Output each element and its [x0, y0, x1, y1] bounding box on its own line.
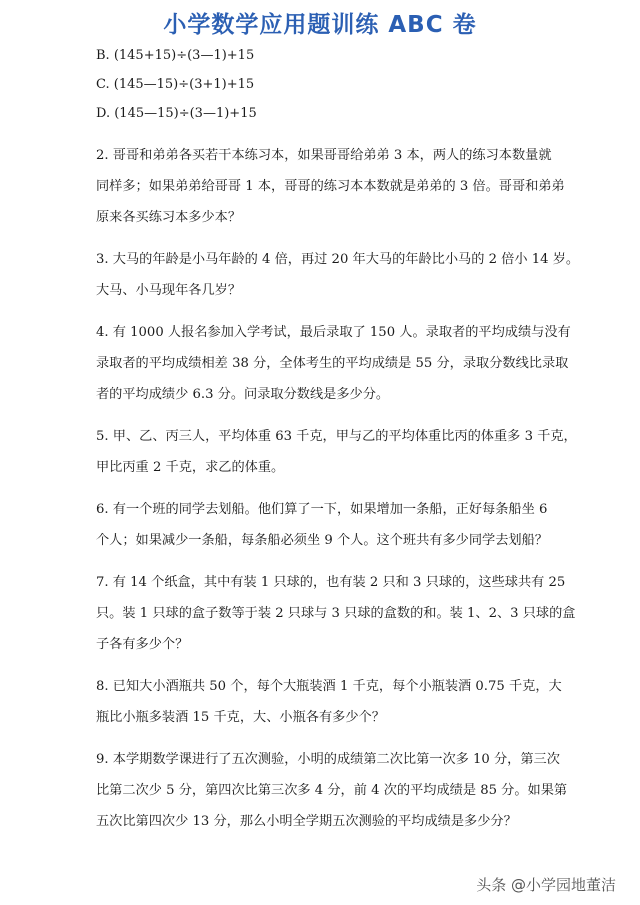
question-line: 同样多；如果弟弟给哥哥 1 本，哥哥的练习本本数就是弟弟的 3 倍。哥哥和弟弟	[96, 179, 565, 194]
question-line: 原来各买练习本多少本？	[96, 210, 242, 225]
question-line: 只。装 1 只球的盒子数等于装 2 只球与 3 只球的盒数的和。装 1、2、3 只球的盒	[96, 606, 576, 621]
question-4	[96, 317, 571, 410]
question-8	[96, 671, 562, 733]
question-5	[96, 421, 577, 483]
option-b: B. (145+15)÷(3—1)+15	[96, 48, 255, 63]
option-d: D. (145—15)÷(3—1)+15	[96, 106, 257, 121]
question-line: 子各有多少个？	[96, 637, 189, 652]
question-line: 9. 本学期数学课进行了五次测验，小明的成绩第二次比第一次多 10 分，第三次	[96, 752, 560, 767]
question-line: 4. 有 1000 人报名参加入学考试，最后录取了 150 人。录取者的平均成绩与没有	[96, 325, 571, 340]
question-line: 5. 甲、乙、丙三人，平均体重 63 千克，甲与乙的平均体重比丙的体重多 3 千克，	[96, 429, 577, 444]
question-line: 比第二次少 5 分，第四次比第三次多 4 分，前 4 次的平均成绩是 85 分。如果第	[96, 783, 568, 798]
page-title: 小学数学应用题训练 ABC 卷	[163, 12, 477, 38]
question-7	[96, 567, 576, 660]
answer-options	[96, 46, 257, 133]
question-line: 3. 大马的年龄是小马年龄的 4 倍，再过 20 年大马的年龄比小马的 2 倍小 14 岁。	[96, 252, 580, 267]
option-c: C. (145—15)÷(3+1)+15	[96, 77, 255, 92]
question-line: 2. 哥哥和弟弟各买若干本练习本，如果哥哥给弟弟 3 本，两人的练习本数量就	[96, 148, 552, 163]
question-line: 甲比丙重 2 千克，求乙的体重。	[96, 460, 285, 475]
question-3	[96, 244, 580, 306]
question-line: 7. 有 14 个纸盒，其中有装 1 只球的，也有装 2 只和 3 只球的，这些球共有 25	[96, 575, 566, 590]
question-list	[96, 140, 580, 848]
question-line: 者的平均成绩少 6.3 分。问录取分数线是多少分。	[96, 387, 390, 402]
question-2	[96, 140, 565, 233]
question-line: 6. 有一个班的同学去划船。他们算了一下，如果增加一条船，正好每条船坐 6	[96, 502, 548, 517]
question-line: 8. 已知大小酒瓶共 50 个，每个大瓶装酒 1 千克，每个小瓶装酒 0.75 千克，大	[96, 679, 562, 694]
question-line: 大马、小马现年各几岁？	[96, 283, 242, 298]
question-6	[96, 494, 556, 556]
question-line: 瓶比小瓶多装酒 15 千克，大、小瓶各有多少个？	[96, 710, 385, 725]
question-line: 五次比第四次少 13 分，那么小明全学期五次测验的平均成绩是多少分？	[96, 814, 517, 829]
question-9	[96, 744, 568, 837]
question-line: 个人；如果减少一条船，每条船必须坐 9 个人。这个班共有多少同学去划船？	[96, 533, 548, 548]
question-line: 录取者的平均成绩相差 38 分，全体考生的平均成绩是 55 分，录取分数线比录取	[96, 356, 569, 371]
watermark: 头条 @小学园地董洁	[476, 876, 616, 894]
